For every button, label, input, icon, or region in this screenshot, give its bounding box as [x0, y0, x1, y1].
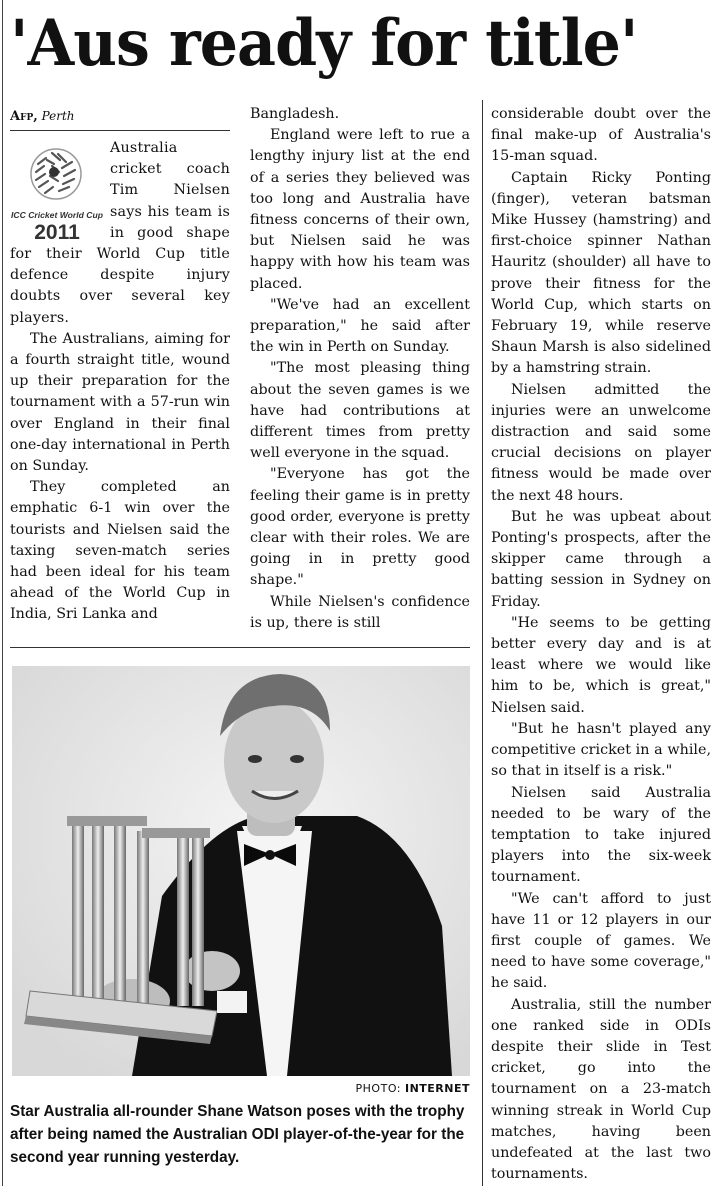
byline-agency: Afp, [10, 109, 38, 124]
column-rule [482, 100, 483, 1186]
paragraph: Nielsen said Australia needed to be wary of the temptation to take injured players into the six-week tournament. [491, 784, 711, 886]
photo-credit-label: PHOTO: [355, 1082, 401, 1095]
photo-illustration [12, 666, 470, 1076]
photo-credit [330, 1082, 470, 1095]
paragraph: England were left to rue a lengthy injury list at the end of a series they believed was too long and Australia have fitness concerns of their own, but Nielsen said he was happy with how his team was placed. [250, 127, 470, 292]
paragraph: But he was upbeat about Ponting's prospects, after the skipper came through a batting session in Sydney on Friday. [491, 508, 711, 610]
photo-top-rule [10, 647, 470, 648]
byline [10, 107, 75, 126]
paragraph: "Everyone has got the feeling their game is in pretty good order, everyone is pretty clear with their roles. We are going in in pretty good shape." [250, 466, 470, 589]
column-2 [250, 104, 470, 634]
column-rule [238, 100, 239, 640]
paragraph: "He seems to be getting better every day and is at least where we would like him to be, which is great," Nielsen said. [491, 614, 711, 716]
article-photo [12, 666, 470, 1076]
paragraph: Australia, still the number one ranked side in ODIs despite their slide in Test cricket, go into the tournament on a 23-match winning streak in World Cup matches, having been undefeated at the last two tournaments. [491, 996, 711, 1183]
photo-caption: Star Australia all-rounder Shane Watson poses with the trophy after being named the Australian ODI player-of-the-year for the second year running yesterday. [10, 1103, 465, 1166]
headline: 'Aus ready for title' [10, 6, 638, 81]
byline-place: Perth [41, 109, 75, 123]
paragraph: "We can't afford to just have 11 or 12 players in our first couple of games. We need to have some coverage," he said. [491, 890, 711, 992]
paragraph: "The most pleasing thing about the seven games is we have had contributions at different times from pretty well everyone in the squad. [250, 360, 470, 462]
paragraph: considerable doubt over the final make-up of Australia's 15-man squad. [491, 106, 711, 165]
byline-rule [10, 130, 230, 131]
paragraph: While Nielsen's confidence is up, there is still [250, 593, 470, 631]
paragraph: Captain Ricky Ponting (finger), veteran batsman Mike Hussey (hamstring) and first-choice spinner Nathan Hauritz (shoulder) all have to prove their fitness for the World Cup, which starts on February 19, while reserve Shaun Marsh is also sidelined by a hamstring strain. [491, 169, 711, 377]
logo-text: ICC Cricket World Cup [11, 210, 103, 220]
page-edge-rule [2, 0, 3, 1186]
column-3 [491, 104, 711, 1185]
photo-credit-source: INTERNET [404, 1082, 470, 1095]
logo-year: 2011 [34, 221, 80, 242]
paragraph: Nielsen admitted the injuries were an unwelcome distraction and said some crucial decisions on player fitness would be made over the next 48 hours. [491, 381, 711, 504]
paragraph: Bangladesh. [250, 106, 340, 122]
paragraph-lead: Australia cricket coach Tim Nielsen says his team is in good shape for their World Cup title defence despite injury doubts over several key players. [10, 140, 230, 326]
paragraph: "But he hasn't played any competitive cricket in a while, so that in itself is a risk." [491, 720, 711, 780]
paragraph: They completed an emphatic 6-1 win over the tourists and Nielsen said the taxing seven-match series had been ideal for his team ahead of the World Cup in India, Sri Lanka and [10, 479, 230, 623]
paragraph: The Australians, aiming for a fourth straight title, wound up their preparation for the tournament with a 57-run win over England in their final one-day international in Perth on Sunday. [10, 330, 230, 475]
column-1 [10, 138, 230, 638]
paragraph: "We've had an excellent preparation," he said after the win in Perth on Sunday. [250, 296, 470, 356]
